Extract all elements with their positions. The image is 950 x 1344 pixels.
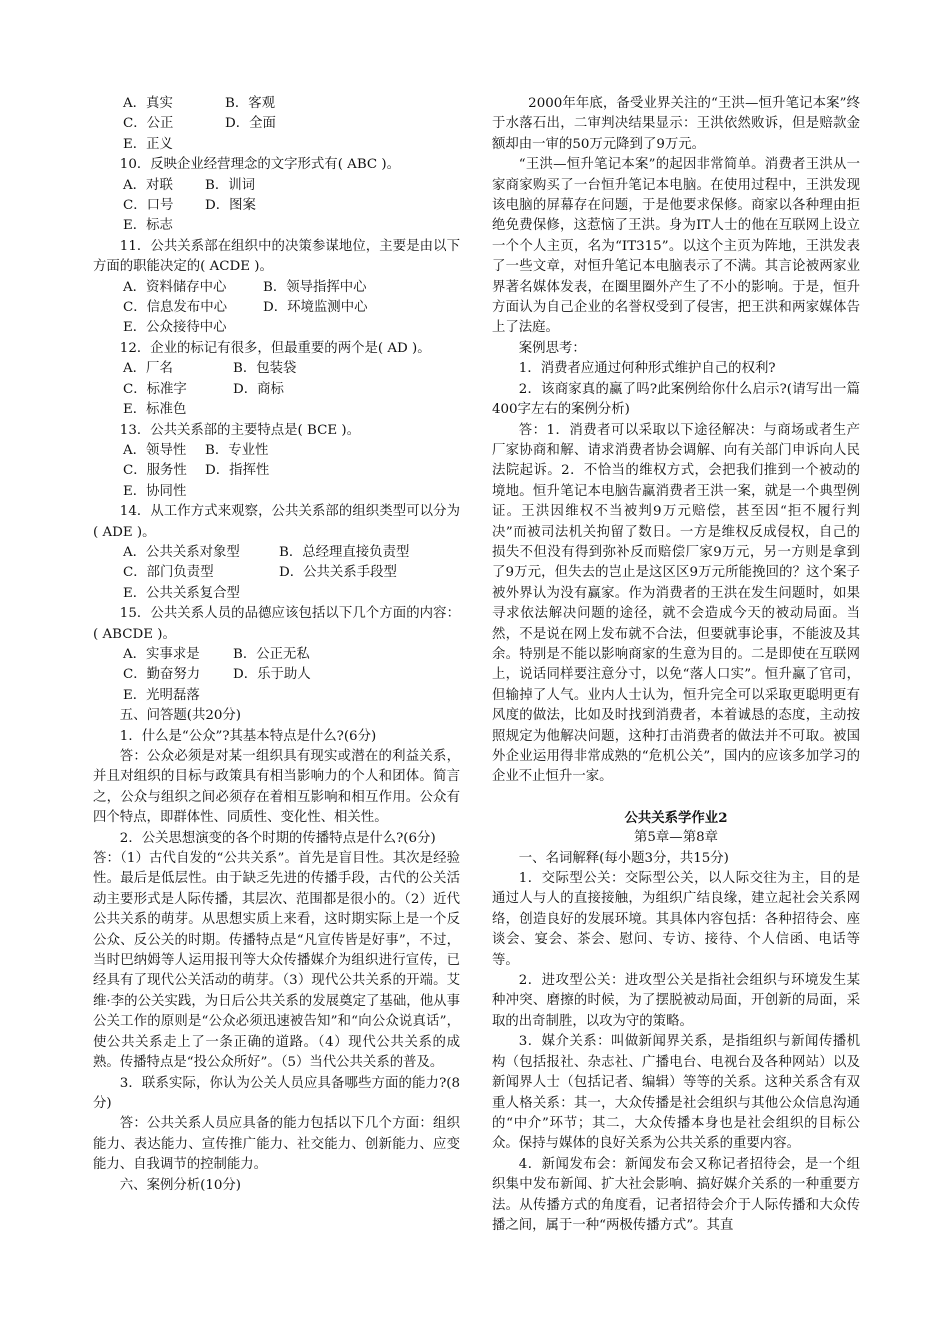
option: E．协同性 [123, 483, 187, 499]
option: C．信息发布中心 [123, 300, 227, 316]
option: E．公共关系复合型 [123, 585, 240, 601]
q13-stem: 13．公共关系部的主要特点是( BCE )。 [119, 422, 360, 438]
option: B．总经理直接负责型 [279, 544, 410, 560]
q13-options-row-2 [93, 461, 460, 481]
q11-options-row-3 [93, 318, 460, 338]
homework-subtitle: 第5章—第8章 [634, 830, 718, 846]
option: A．公共关系对象型 [123, 544, 240, 560]
q9-options-row-3 [93, 135, 460, 155]
option: D．全面 [225, 116, 276, 132]
q15-options-row-2 [93, 665, 460, 685]
option: D．图案 [205, 198, 256, 214]
option: B．客观 [225, 96, 276, 111]
option: C．勤奋努力 [123, 667, 201, 683]
term-3: 3．媒介关系：叫做新闻界关系，是指组织与新闻传播机构（包括报社、杂志社、广播电台、电视台及各种网站）以及新闻界人士（包括记者、编辑）等等的关系。这种关系含有双重人格关系：其一，大众传播是社会组织与其他公众信息沟通的“中介”环节；其二，大众传播本身也是社会组织的目标公众。保持与媒体的良好关系为公共关系的重要内容。 [492, 1034, 860, 1152]
section-1-heading: 一、名词解释(每小题3分，共15分) [518, 850, 729, 866]
option: B．公正无私 [233, 646, 310, 662]
term-2: 2．进攻型公关：进攻型公关是指社会组织与环境发生某种冲突、磨擦的时候，为了摆脱被动局面，开创新的局面，采取的出奇制胜，以攻为守的策略。 [492, 973, 860, 1029]
option: B．包装袋 [233, 361, 297, 377]
qa2-question: 2．公关思想演变的各个时期的传播特点是什么?(6分) [119, 830, 436, 846]
q14-stem: 14．从工作方式来观察，公共关系部的组织类型可以分为( ADE )。 [93, 504, 460, 540]
q10-options-row-1 [93, 176, 460, 196]
option: B．领导指挥中心 [263, 279, 367, 295]
option: A．实事求是 [123, 646, 200, 662]
q15-options-row-3 [93, 686, 460, 706]
option: C．口号 [123, 198, 174, 214]
term-1: 1．交际型公关：交际型公关，以人际交往为主，目的是通过人与人的直接接触，为组织广结良缘，建立起社会关系网络，创造良好的发展环境。其具体内容包括：各种招待会、座谈会、宴会、茶会、慰问、专访、接待、个人信函、电话等等。 [492, 871, 860, 968]
option: B．专业性 [205, 442, 269, 458]
qa3-answer: 答：公共关系人员应具备的能力包括以下几个方面：组织能力、表达能力、宣传推广能力、社交能力、创新能力、应变能力、自我调节的控制能力。 [93, 1116, 460, 1173]
option: E．标准色 [123, 402, 187, 418]
q11-options-row-1 [93, 278, 460, 298]
option: C．部门负责型 [123, 565, 214, 581]
case-paragraph-1: 2000年年底，备受业界关注的“王洪—恒升笔记本案”终于水落石出，二审判决结果显示：王洪依然败诉，但是赔款金额却由一审的50万元降到了9万元。 [492, 96, 860, 152]
case-question-1: 1．消费者应通过何种形式维护自己的权利? [518, 361, 776, 377]
q12-options-row-3 [93, 400, 460, 420]
q9-options-row-2 [93, 114, 460, 134]
right-column [492, 94, 860, 1236]
option: D．乐于助人 [233, 667, 311, 683]
q12-stem: 12．企业的标记有很多，但最重要的两个是( AD )。 [119, 340, 431, 356]
case-paragraph-2: “王洪—恒升笔记本案”的起因非常简单。消费者王洪从一家商家购买了一台恒升笔记本电脑。在使用过程中，王洪发现该电脑的屏幕存在问题，于是他要求保修。商家以各种理由拒绝免费保修，这惹恼了王洪。身为IT人士的他在互联网上设立一个个人主页，名为“IT315”。以这个主页为阵地，王洪发表了一些文章，对恒升笔记本电脑表示了不满。其言论被两家业界著名媒体发表，在圈里圈外产生了不小的影响。于是，恒升方面认为自己企业的名誉权受到了侵害，把王洪和两家媒体告上了法庭。 [492, 157, 860, 336]
q10-options-row-2 [93, 196, 460, 216]
option: C．标准字 [123, 381, 187, 397]
option: A．厂名 [123, 361, 173, 377]
q10-options-row-3 [93, 216, 460, 236]
q12-options-row-2 [93, 380, 460, 400]
option: C．公正 [123, 116, 174, 132]
qa2-answer: 答：（1）古代自发的“公共关系”。首先是盲目性。其次是经验性。最后是低层性。由于缺乏先进的传播手段，古代的公关活动主要形式是人际传播，其层次、范围都是很小的。（2）近代公共关系的萌芽。从思想实质上来看，这时期实际上是一个反公众、反公关的时期。传播特点是“凡宣传皆是好事”，不过，当时巴纳姆等人运用报刊等大众传播媒介为组织进行宣传，已经具有了现代公关活动的萌芽。（3）现代公共关系的开端。艾维·李的公关实践，为日后公共关系的发展奠定了基础，他从事公关工作的原则是“公众必须迅速被告知”和“向公众说真话”，使公共关系走上了一条正确的道路。（4）现代公共关系的成熟。传播特点是“投公众所好”。（5）当代公共关系的普及。 [93, 851, 460, 1071]
q15-stem: 15．公共关系人员的品德应该包括以下几个方面的内容：( ABCDE )。 [93, 606, 460, 642]
q13-options-row-3 [93, 482, 460, 502]
option: A．对联 [123, 177, 173, 193]
case-answer: 答：1．消费者可以采取以下途径解决：与商场或者生产厂家协商和解、请求消费者协会调解、向有关部门申诉向人民法院起诉。2．不恰当的维权方式，会把我们推到一个被动的境地。恒升笔记本电脑告赢消费者王洪一案，就是一个典型例证。王洪因维权不当被判9万元赔偿，甚至因“拒不履行判决”而被司法机关拘留了数日。一方是维权反成侵权，自己的损失不但没有得到弥补反而赔偿厂家9万元，另一方则是拿到了9万元，但失去的岂止是这区区9万元所能挽回的？这个案子被外界认为没有赢家。作为消费者的王洪在发生问题时，如果寻求依法解决问题的途径，就不会造成今天的被动局面。当然，不是说在网上发布就不合法，但要就事论事，不能波及其余。特别是不能以影响商家的生意为目的。二是即使在互联网上，说话同样要注意分寸，以免“落人口实”。恒升赢了官司，但输掉了人气。业内人士认为，恒升完全可以采取更聪明更有风度的做法，比如及时找到消费者，本着诚恳的态度，主动按照规定为他解决问题，这种打击消费者的做法并不可取。被国外企业运用得非常成熟的“危机公关”，国内的应该多加学习的企业不止恒升一家。 [492, 422, 860, 785]
option: A．资料储存中心 [123, 279, 227, 295]
option: A．真实 [123, 96, 173, 111]
q10-stem: 10．反映企业经营理念的文字形式有( ABC )。 [119, 157, 401, 173]
option: D．环境监测中心 [263, 300, 368, 316]
qa3-question: 3．联系实际，你认为公关人员应具备哪些方面的能力?(8分) [93, 1075, 460, 1111]
qa1-question: 1．什么是“公众”?其基本特点是什么?(6分) [119, 728, 377, 744]
option: D．商标 [233, 381, 284, 397]
left-column [93, 94, 460, 1196]
q9-options-row-1 [93, 94, 460, 114]
option: A．领导性 [123, 442, 187, 458]
option: D．公共关系手段型 [279, 565, 397, 581]
option: B．训词 [205, 177, 256, 193]
q12-options-row-1 [93, 359, 460, 379]
q15-options-row-1 [93, 645, 460, 665]
q11-options-row-2 [93, 298, 460, 318]
option: E．标志 [123, 218, 173, 234]
option: E．光明磊落 [123, 687, 200, 703]
case-question-2: 2．该商家真的赢了吗?此案例给你什么启示?(请写出一篇400字左右的案例分析) [492, 381, 860, 418]
option: E．正义 [123, 136, 173, 152]
option: D．指挥性 [205, 463, 270, 479]
option: C．服务性 [123, 463, 187, 479]
option: E．公众接待中心 [123, 320, 227, 336]
term-4: 4．新闻发布会：新闻发布会又称记者招待会，是一个组织集中发布新闻、扩大社会影响、搞好媒介关系的一种重要方法。从传播方式的角度看，记者招待会介于人际传播和大众传播之间，属于一种“两极传播方式”。其直 [492, 1156, 860, 1233]
q13-options-row-1 [93, 441, 460, 461]
q14-options-row-1 [93, 543, 460, 563]
q14-options-row-3 [93, 584, 460, 604]
q11-stem: 11．公共关系部在组织中的决策参谋地位，主要是由以下方面的职能决定的( ACDE )。 [93, 238, 460, 275]
case-think-heading: 案例思考： [518, 340, 586, 356]
qa1-answer: 答：公众必须是对某一组织具有现实或潜在的利益关系，并且对组织的目标与政策具有相当影响力的个人和团体。简言之，公众与组织之间必须存在着相互影响和相互作用。公众有四个特点，即群体性、同质性、变化性、相关性。 [93, 749, 460, 826]
section-5-heading: 五、问答题(共20分) [119, 708, 242, 724]
homework-title: 公共关系学作业2 [624, 809, 728, 826]
q14-options-row-2 [93, 563, 460, 583]
section-6-heading: 六、案例分析(10分) [119, 1177, 242, 1193]
